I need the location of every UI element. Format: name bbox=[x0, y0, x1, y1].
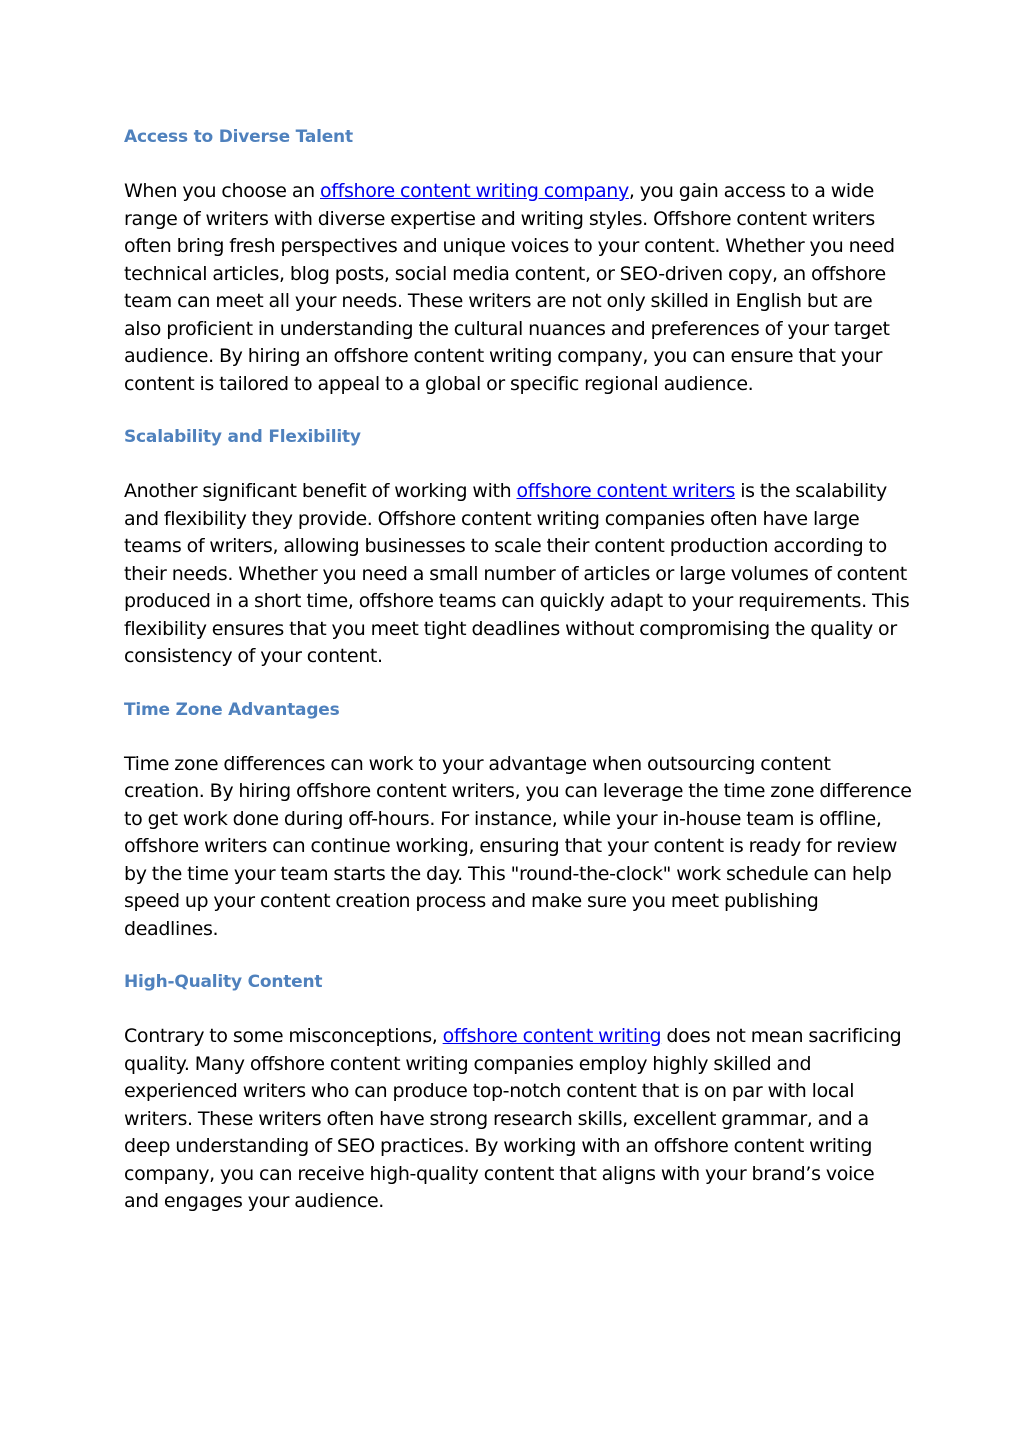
section-paragraph-diverse-talent bbox=[124, 178, 914, 398]
paragraph-text: Contrary to some misconceptions, bbox=[124, 1025, 443, 1047]
section-heading-time-zone: Time Zone Advantages bbox=[124, 699, 340, 720]
paragraph-text: is the scalability and flexibility they provide. Offshore content writing companies often have large teams of writers, allowing businesses to scale their content production according to their needs. Whether you need a small number of articles or large volumes of content produced in a short time, offshore teams can quickly adapt to your requirements. This flexibility ensures that you meet tight deadlines without compromising the quality or consistency of your content. bbox=[124, 480, 910, 667]
paragraph-text: does not mean sacrificing quality. Many offshore content writing companies employ highly skilled and experienced writers who can produce top-notch content that is on par with local writers. These writers often have strong research skills, excellent grammar, and a deep understanding of SEO practices. By working with an offshore content writing company, you can receive high-quality content that aligns with your brand’s voice and engages your audience. bbox=[124, 1025, 902, 1212]
section-paragraph-scalability bbox=[124, 478, 914, 671]
offshore-content-writing-link[interactable]: offshore content writing bbox=[442, 1025, 662, 1047]
offshore-content-writing-company-link[interactable]: offshore content writing company bbox=[320, 180, 629, 202]
section-paragraph-time-zone: Time zone differences can work to your advantage when outsourcing content creation. By hiring offshore content writers, you can leverage the time zone difference to get work done during off-hours. For instance, while your in-house team is offline, offshore writers can continue working, ensuring that your content is ready for review by the time your team starts the day. This "round-the-clock" work schedule can help speed up your content creation process and make sure you meet publishing deadlines. bbox=[124, 752, 912, 940]
offshore-content-writers-link[interactable]: offshore content writers bbox=[516, 480, 736, 502]
section-heading-high-quality: High-Quality Content bbox=[124, 972, 323, 992]
section-paragraph-high-quality bbox=[124, 1023, 914, 1216]
paragraph-text: When you choose an bbox=[124, 180, 320, 202]
document-page bbox=[124, 123, 914, 1241]
section-heading-diverse-talent: Access to Diverse Talent bbox=[124, 127, 353, 147]
section-heading-scalability: Scalability and Flexibility bbox=[124, 427, 361, 447]
paragraph-text: , you gain access to a wide range of writers with diverse expertise and writing styles. Offshore content writers often bring fresh perspectives and unique voices to your content. Whether you need technical articles, blog posts, social media content, or SEO-driven copy, an offshore team can meet all your needs. These writers are not only skilled in English but are also proficient in understanding the cultural nuances and preferences of your target audience. By hiring an offshore content writing company, you can ensure that your content is tailored to appeal to a global or specific regional audience. bbox=[124, 180, 895, 395]
paragraph-text: Another significant benefit of working with bbox=[124, 480, 517, 502]
